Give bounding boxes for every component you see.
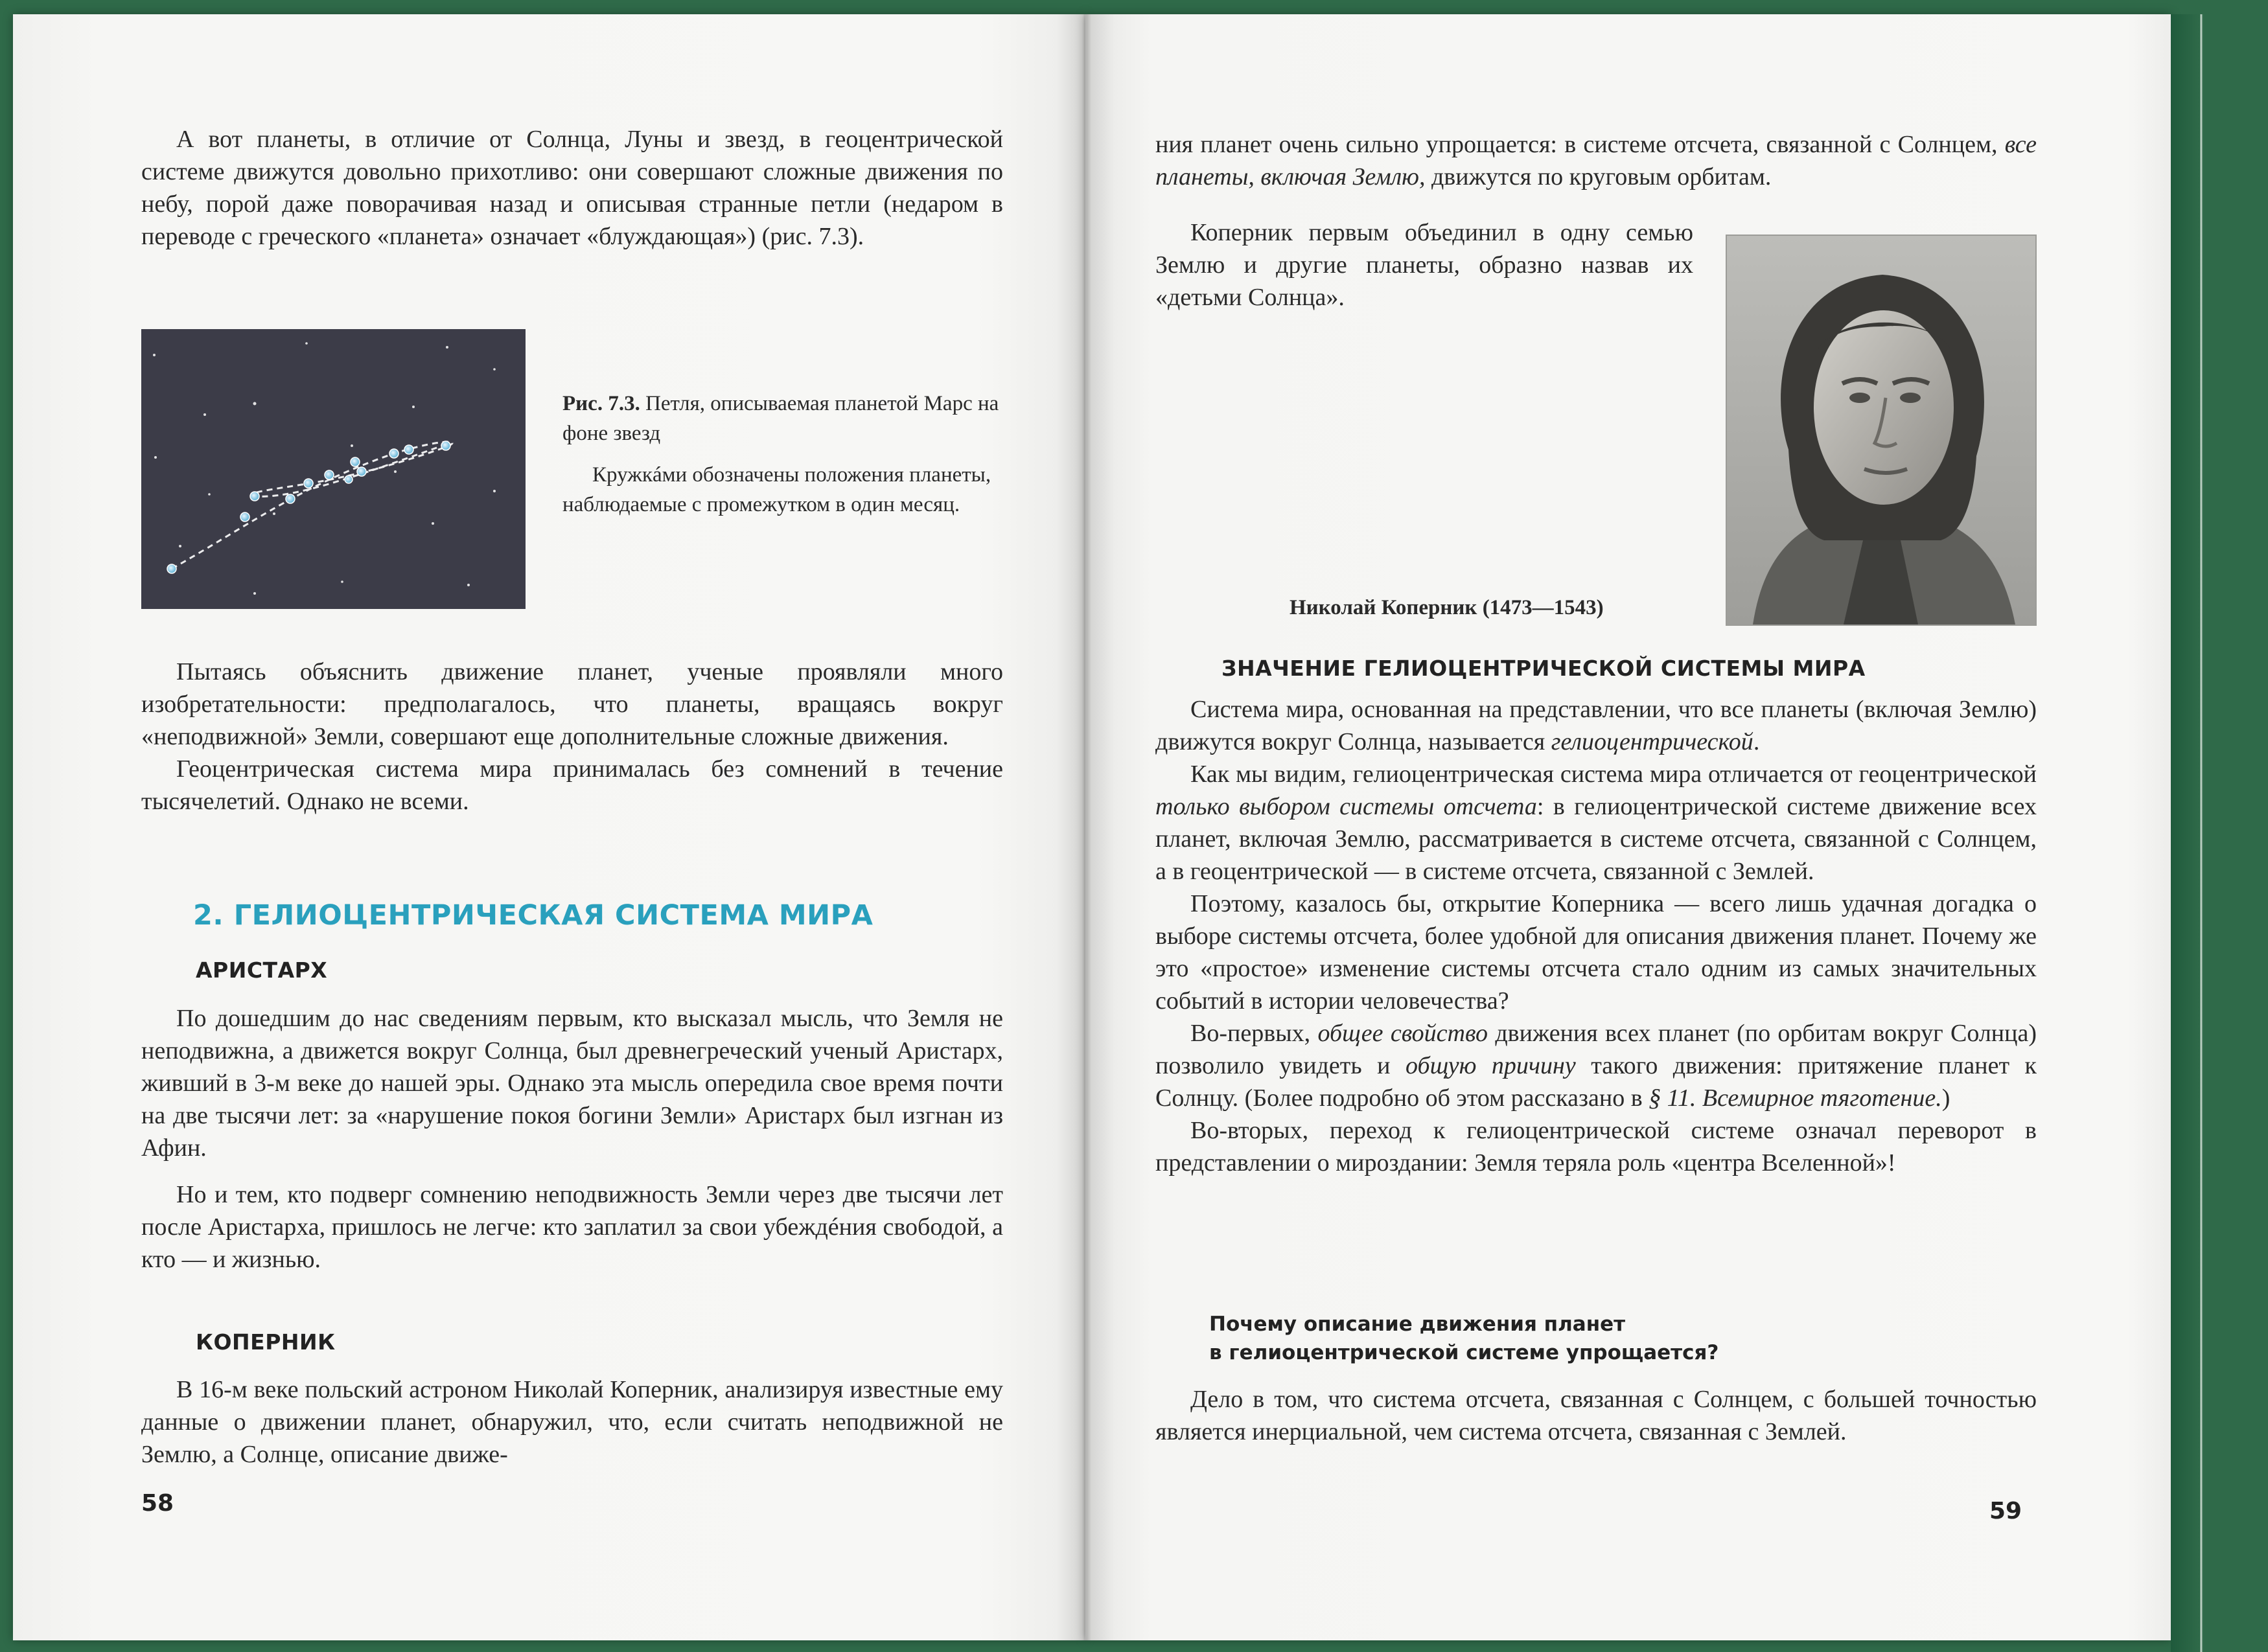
question-box [1209, 1310, 1718, 1367]
family-paragraph: Коперник первым объединил в одну семью Землю и другие планеты, образно назвав их «детьми Солнца». [1155, 219, 1693, 311]
para-second: Во-вторых, переход к гелиоцентрической системе означал переворот в представлении о мироздании: Земля теряла роль «центра Вселенной»! [1155, 1117, 2037, 1176]
subheading-kopernik: КОПЕРНИК [196, 1329, 336, 1355]
figure-mars-loop [141, 329, 526, 609]
mars-loop-illustration [141, 329, 526, 609]
heading-meaning: ЗНАЧЕНИЕ ГЕЛИОЦЕНТРИЧЕСКОЙ СИСТЕМЫ МИРА [1221, 656, 1866, 681]
page-number-right: 59 [1989, 1498, 2022, 1524]
figure-label: Рис. 7.3. [562, 392, 640, 415]
para-definition: Система мира, основанная на представлении, что все планеты (включая Землю) движутся вокруг Солнца, называется гелиоцентрической. [1155, 696, 2037, 755]
intro-paragraph: А вот планеты, в отличие от Солнца, Луны и звезд, в геоцентрической системе движутся довольно прихотливо: они совершают сложные движения по небу, порой даже поворачивая назад и описывая странные петли (недаром в переводе с греческого «планета» означает «блуждающая») (рис. 7.3). [141, 126, 1003, 250]
para-first: Во-первых, общее свойство движения всех планет (по орбитам вокруг Солнца) позволило увидеть и общую причину такого движения: притяжение планет к Солнцу. (Более подробно об этом рассказано в § 11. Всемирное тяготение.) [1155, 1020, 2037, 1112]
paragraphs-geocentric [141, 656, 1003, 818]
answer-container [1155, 1383, 2037, 1448]
para-geo: Геоцентрическая система мира принималась без сомнений в течение тысячелетий. Однако не всеми. [141, 755, 1003, 815]
section-heading: 2. ГЕЛИОЦЕНТРИЧЕСКАЯ СИСТЕМА МИРА [193, 899, 874, 932]
question-line-2: в гелиоцентрической системе упрощается? [1209, 1341, 1719, 1364]
para-aristarkh: По дошедшим до нас сведениям первым, кто высказал мысль, что Земля не неподвижна, а движется вокруг Солнца, был древнегреческий ученый Аристарх, живший в 3-м веке до нашей эры. Однако эта мысль опередила свое время почти на две тысячи лет: за «нарушение покоя богини Земли» Аристарх был изгнан из Афин. [141, 1005, 1003, 1162]
question-line-1: Почему описание движения планет [1209, 1313, 1626, 1336]
para-difference: Как мы видим, гелиоцентрическая система мира отличается от геоцентрической только выбором системы отсчета: в гелиоцентрической системе движение всех планет, включая Землю, рассматривается в системе отсчета, связанной с Солнцем, а в геоцентрической — в системе отсчета, связанной с Землей. [1155, 761, 2037, 885]
book-cover-edge [2171, 14, 2268, 1652]
figure-note: Кружкáми обозначены положения планеты, наблюдаемые с промежутком в один месяц. [562, 463, 991, 516]
para-kopernik-container [141, 1373, 1003, 1471]
para-explain: Пытаясь объяснить движение планет, ученые проявляли много изобретательности: предполагалось, что планеты, вращаясь вокруг «неподвижной» Земли, совершают еще дополнительные сложные движения. [141, 658, 1003, 750]
figure-title: Петля, описываемая планетой Марс на фоне звезд [562, 392, 999, 445]
book-gutter [1056, 14, 1115, 1640]
figure-caption [562, 389, 1010, 520]
para-therefore: Поэтому, казалось бы, открытие Коперника — всего лишь удачная догадка о выборе системы отсчета, более удобной для описания движения планет. Почему же это «простое» изменение системы отсчета стало одним из самых значительных событий в истории человечества? [1155, 890, 2037, 1015]
para-kopernik: В 16-м веке польский астроном Николай Коперник, анализируя известные ему данные о движении планет, обнаружил, что, если считать неподвижной не Землю, а Солнце, описание движе- [141, 1376, 1003, 1468]
page-number-left: 58 [141, 1490, 174, 1517]
subheading-aristarkh: АРИСТАРХ [196, 958, 328, 983]
para-doubt: Но и тем, кто подверг сомнению неподвижность Земли через две тысячи лет после Аристарха, пришлось не легче: кто заплатил за свои убеждéния свободой, а кто — и жизнью. [141, 1181, 1003, 1273]
para-answer: Дело в том, что система отсчета, связанная с Солнцем, с большей точностью является инерциальной, чем система отсчета, связанная с Землей. [1155, 1386, 2037, 1445]
paragraphs-aristarkh [141, 1002, 1003, 1276]
continuation-paragraph: ния планет очень сильно упрощается: в системе отсчета, связанной с Солнцем, все планеты, включая Землю, движутся по круговым орбитам. [1155, 131, 2037, 190]
portrait-copernicus [1726, 235, 2037, 626]
portrait-caption: Николай Коперник (1473—1543) [1290, 596, 1604, 619]
copernicus-portrait-image [1727, 236, 2035, 625]
right-main-text [1155, 693, 2037, 1179]
